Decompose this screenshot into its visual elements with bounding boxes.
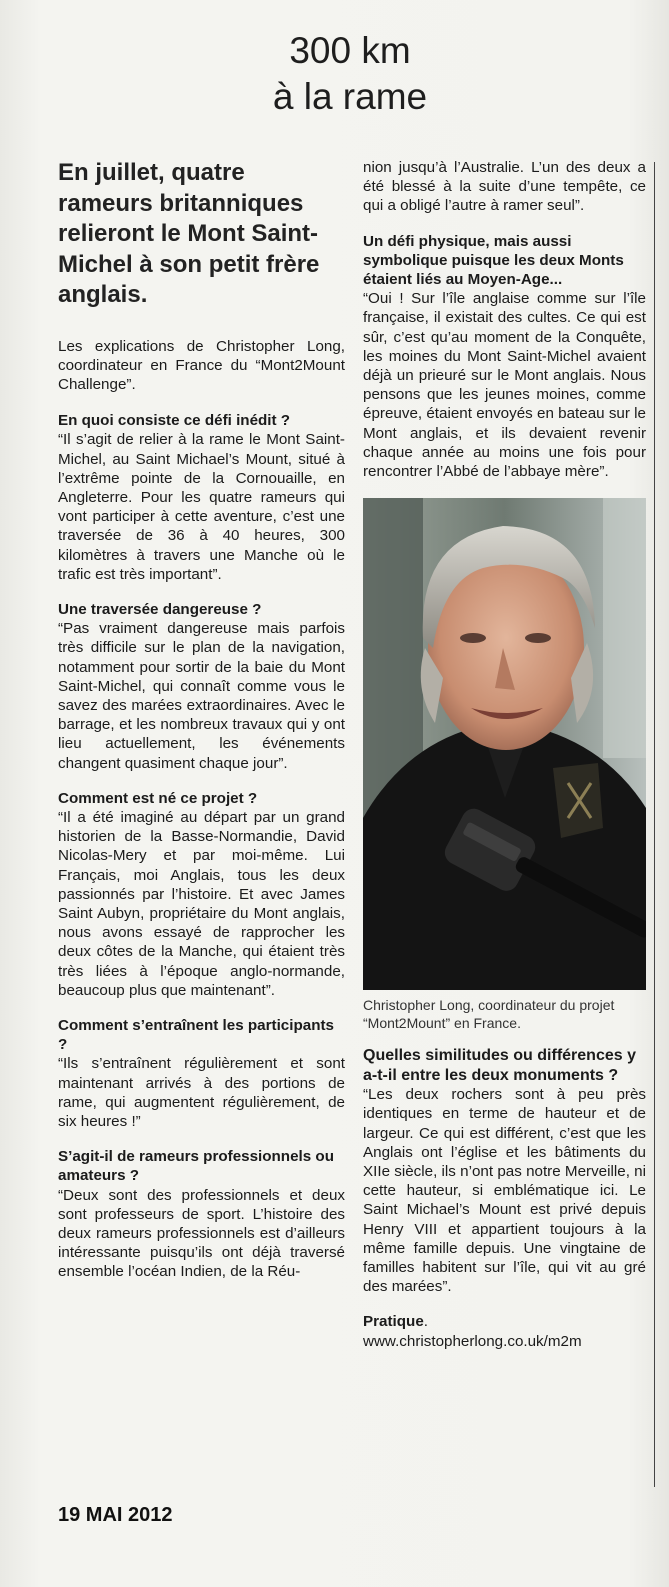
answer: “Il a été imaginé au départ par un grand historien de la Basse-Normandie, David Nicolas-Mery et par moi-même. Lui Français, moi Anglais, tous les deux passionnés par l’histoire. Et avec James Saint Aubyn, propriétaire du Mont anglais, nous avons essayé de rapprocher les deux côtes de la Manche, qui étaient très très liées à l’époque anglo-normande, beaucoup plus que maintenant”. <box>58 808 345 999</box>
answer: “Pas vraiment dangereuse mais parfois très difficile sur le plan de la navigation, notamment pour sortir de la baie du Mont Saint-Michel, qui connaît comme vous le savez des marées extraordinaires. Avec le barrage, et les nombreux travaux qui y ont lieu actuellement, les événements changent quasiment chaque jour”. <box>58 620 345 772</box>
qa-block <box>363 232 646 482</box>
answer: “Les deux rochers sont à peu près identiques en terme de hauteur et de largeur. Ce qui est différent, c’est que les Anglais ont l’église et les bâtiments du XIIe siècle, ils n’ont pas notre Merveille, ni cette hauteur, si emblématique ici. Le Saint Michael’s Mount est privé depuis Henry VIII et appartient toujours à la même famille depuis. Une vingtaine de familles habitent sur l’île, qui vit au gré des marées”. <box>363 1086 646 1296</box>
qa-block <box>58 600 345 773</box>
question: En quoi consiste ce défi inédit ? <box>58 412 291 430</box>
qa-block <box>363 1046 646 1296</box>
qa-block <box>58 411 345 584</box>
question: Quelles similitudes ou différences y a-t-il entre les deux monuments ? <box>363 1047 636 1084</box>
answer: “Il s’agit de relier à la rame le Mont Saint-Michel, au Saint Michael’s Mount, situé à l’extrême pointe de la Cornouaille, en Angleterre. Pour les quatre rameurs qui vont participer à cette aventure, c’est une traversée de 36 à 40 heures, 300 kilomètres à travers une Manche où le trafic est très important”. <box>58 431 345 583</box>
headline-line-2: à la rame <box>272 76 428 117</box>
question: S’agit-il de rameurs professionnels ou amateurs ? <box>58 1148 334 1185</box>
headline-line-1: 300 km <box>289 30 411 71</box>
portrait-illustration <box>363 498 646 990</box>
answer: “Oui ! Sur l’île anglaise comme sur l’île française, il existait des cultes. Ce qui est sûr, c’est qu’au moment de la Conquête, les moines du Mont Saint-Michel avaient déjà un prieuré sur le Mont anglais. Nous pensons que les jeunes moines, comme épreuve, étaient envoyés en bateau sur le Mont anglais, et ils devaient revenir chaque année au moins une fois pour rencontrer l’Abbé de l’abbaye mère”. <box>363 290 646 481</box>
qa-block <box>58 1016 345 1131</box>
answer: “Deux sont des professionnels et deux sont professeurs de sport. L’histoire des deux rameurs professionnels est d’ailleurs intéressante puisqu’ils ont déjà traversé ensemble l’océan Indien, de la Réu- <box>58 1186 345 1281</box>
pratique-label: Pratique <box>363 1313 424 1331</box>
qa-block <box>58 789 345 1000</box>
continued-answer: nion jusqu’à l’Australie. L’un des deux a été blessé à la suite d’une tempête, ce qui a obligé l’autre à ramer seul”. <box>363 159 646 215</box>
right-column <box>363 158 646 1366</box>
portrait-photo <box>363 498 646 990</box>
column-rule <box>654 162 655 1487</box>
photo-caption: Christopher Long, coordinateur du projet “Mont2Mount” en France. <box>363 997 615 1032</box>
question: Comment s’entraînent les participants ? <box>58 1017 334 1054</box>
pratique-url: . www.christopherlong.co.uk/m2m <box>363 1313 582 1350</box>
lede: En juillet, quatre rameurs britanniques relieront le Mont Saint-Michel à son petit frère anglais. <box>58 159 320 308</box>
headline <box>180 28 520 120</box>
publication-date: 19 MAI 2012 <box>58 1504 173 1526</box>
question: Comment est né ce projet ? <box>58 789 258 807</box>
left-column <box>58 158 345 1298</box>
answer: “Ils s’entraînent régulièrement et sont maintenant arrivés à des portions de rame, qui augmentent régulièrement, de six heures !” <box>58 1055 345 1131</box>
intro-paragraph: Les explications de Christopher Long, coordinateur en France du “Mont2Mount Challenge”. <box>58 337 345 393</box>
question: Un défi physique, mais aussi symbolique puisque les deux Monts étaient liés au Moyen-Age... <box>363 232 624 289</box>
pratique-line <box>363 1312 646 1350</box>
question: Une traversée dangereuse ? <box>58 600 262 618</box>
qa-block <box>58 1147 345 1281</box>
